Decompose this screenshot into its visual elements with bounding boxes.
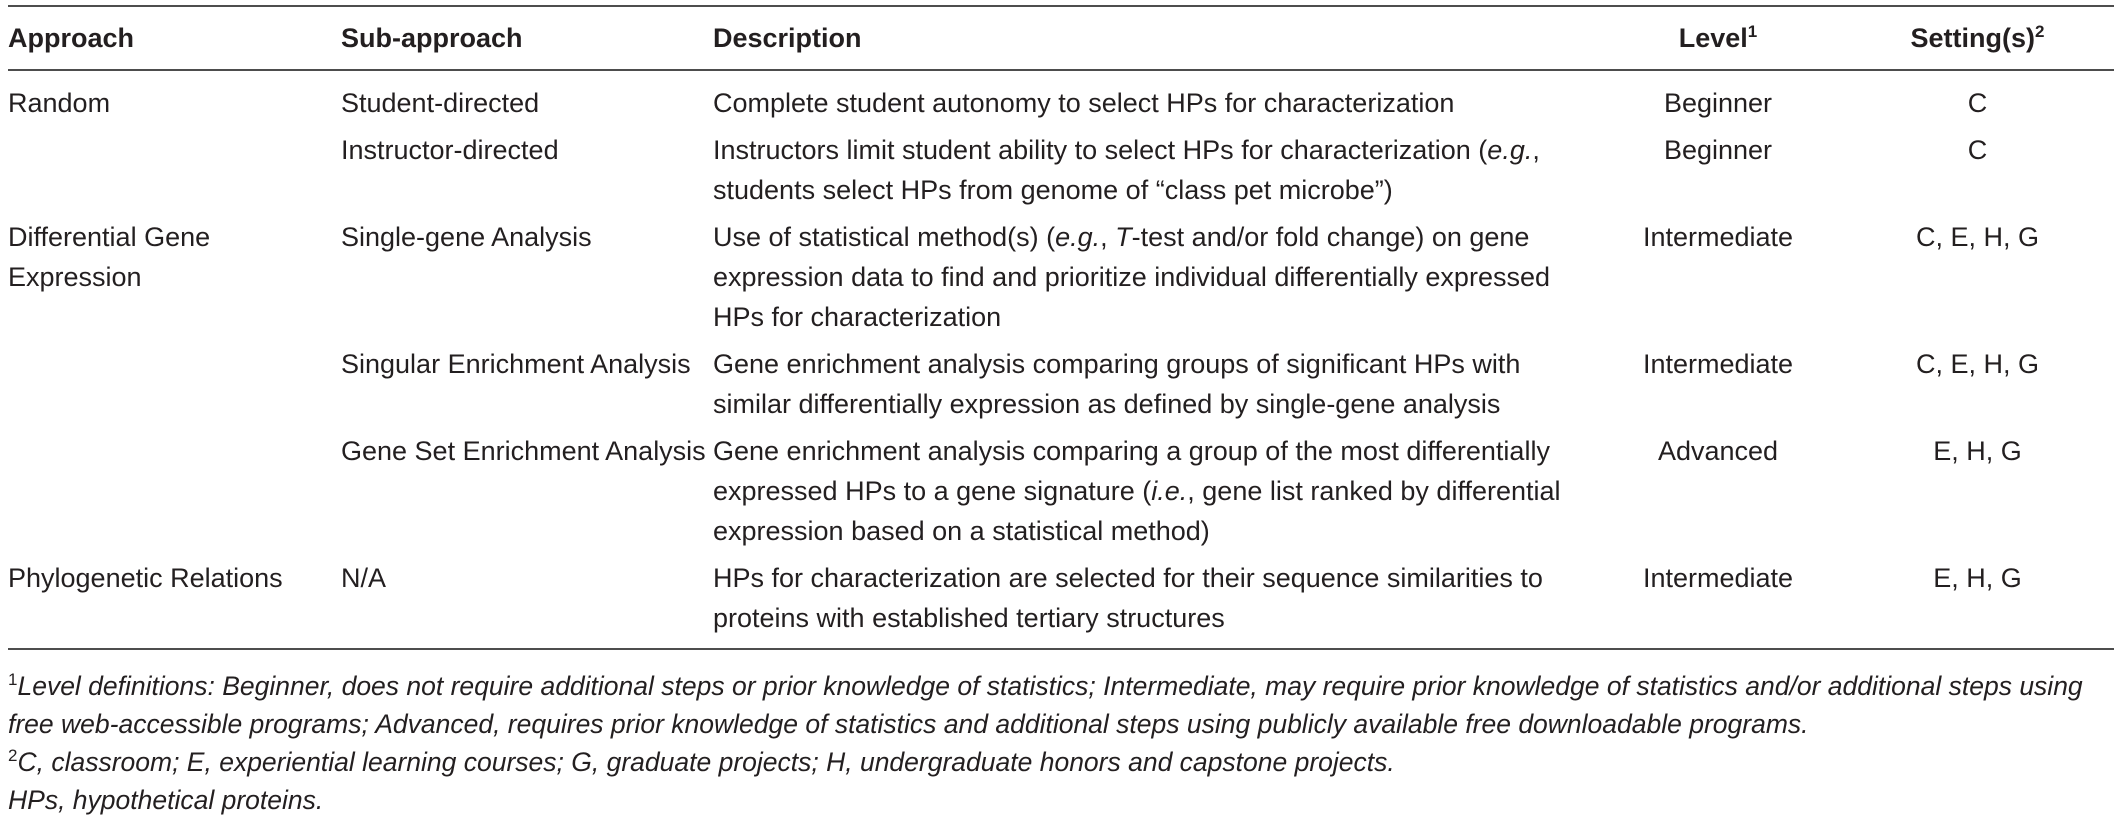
header-level: Level$^1$ bbox=[1595, 6, 1841, 70]
cell-approach: Random bbox=[8, 88, 111, 118]
table-footnotes bbox=[8, 667, 2114, 819]
table-row bbox=[8, 337, 2114, 424]
cell-settings: C, E, H, G bbox=[1915, 349, 2040, 379]
table-header-row bbox=[8, 6, 2114, 70]
cell-sub-approach: Instructor-directed bbox=[341, 135, 559, 165]
cell-approach: Differential Gene Expression bbox=[8, 222, 211, 292]
cell-approach bbox=[8, 424, 341, 551]
approach-table bbox=[8, 5, 2114, 650]
cell-approach bbox=[8, 337, 341, 424]
cell-level: Intermediate bbox=[1595, 551, 1841, 649]
cell-description: HPs for characterization are selected for their sequence similarities to proteins with established tertiary structures bbox=[713, 551, 1595, 649]
header-approach: Approach bbox=[8, 6, 341, 70]
cell-sub-approach: Singular Enrichment Analysis bbox=[341, 349, 691, 379]
table-row bbox=[8, 551, 2114, 649]
table-row bbox=[8, 123, 2114, 210]
footnote-1: $^1$Level definitions: Beginner, does not require additional steps or prior knowledge of statistics; Intermediate, may require prior knowledge of statistics and/or additional steps using free web-accessible programs; Advanced, requires prior knowledge of statistics and additional steps using publicly available free downloadable programs. bbox=[8, 670, 2083, 739]
header-description: Description bbox=[713, 6, 1595, 70]
cell-settings: C bbox=[1967, 88, 1988, 118]
cell-approach: Phylogenetic Relations bbox=[8, 551, 341, 649]
cell-description: Complete student autonomy to select HPs for characterization bbox=[713, 88, 1455, 118]
footnote-1-marker: 1 bbox=[8, 670, 18, 689]
cell-sub-approach: Student-directed bbox=[341, 88, 540, 118]
cell-description: Gene enrichment analysis comparing a group of the most differentially expressed HPs to a gene signature (i.e., gene list ranked by differential expression based on a statistical method) bbox=[713, 436, 1561, 546]
cell-description: Instructors limit student ability to select HPs for characterization (e.g., students select HPs from genome of “class pet microbe”) bbox=[713, 135, 1540, 205]
cell-description: Gene enrichment analysis comparing groups of significant HPs with similar differentially expression as defined by single-gene analysis bbox=[713, 349, 1521, 419]
cell-sub-approach: Gene Set Enrichment Analysis bbox=[341, 436, 706, 466]
footnote-2-marker: 2 bbox=[8, 746, 18, 765]
cell-settings: E, H, G bbox=[1841, 551, 2114, 649]
cell-settings: C, E, H, G bbox=[1915, 222, 2040, 252]
cell-description: Use of statistical method(s) (e.g., T-test and/or fold change) on gene expression data to find and prioritize individual differentially expressed HPs for characterization bbox=[713, 222, 1550, 332]
footnote-marker-1: 1 bbox=[1747, 22, 1758, 41]
cell-level: Advanced bbox=[1657, 436, 1779, 466]
footnote-abbreviation: HPs, hypothetical proteins. bbox=[8, 785, 324, 815]
cell-level: Intermediate bbox=[1642, 349, 1794, 379]
table-row bbox=[8, 424, 2114, 551]
cell-settings: C bbox=[1967, 135, 1988, 165]
cell-level: Beginner bbox=[1663, 88, 1773, 118]
cell-sub-approach: N/A bbox=[341, 551, 713, 649]
cell-level: Intermediate bbox=[1642, 222, 1794, 252]
cell-settings: E, H, G bbox=[1933, 436, 2022, 466]
table-row bbox=[8, 210, 2114, 337]
cell-level: Beginner bbox=[1663, 135, 1773, 165]
cell-sub-approach: Single-gene Analysis bbox=[341, 222, 592, 252]
cell-approach bbox=[8, 123, 341, 210]
header-sub-approach: Sub-approach bbox=[341, 6, 713, 70]
table-row bbox=[8, 70, 2114, 123]
header-settings: $Setting(s)^2$ bbox=[1841, 6, 2114, 70]
footnote-marker-2: 2 bbox=[2035, 22, 2045, 41]
footnote-2: $^2$C, classroom; E, experiential learning courses; G, graduate projects; H, undergraduate honors and capstone projects. bbox=[8, 746, 1395, 777]
